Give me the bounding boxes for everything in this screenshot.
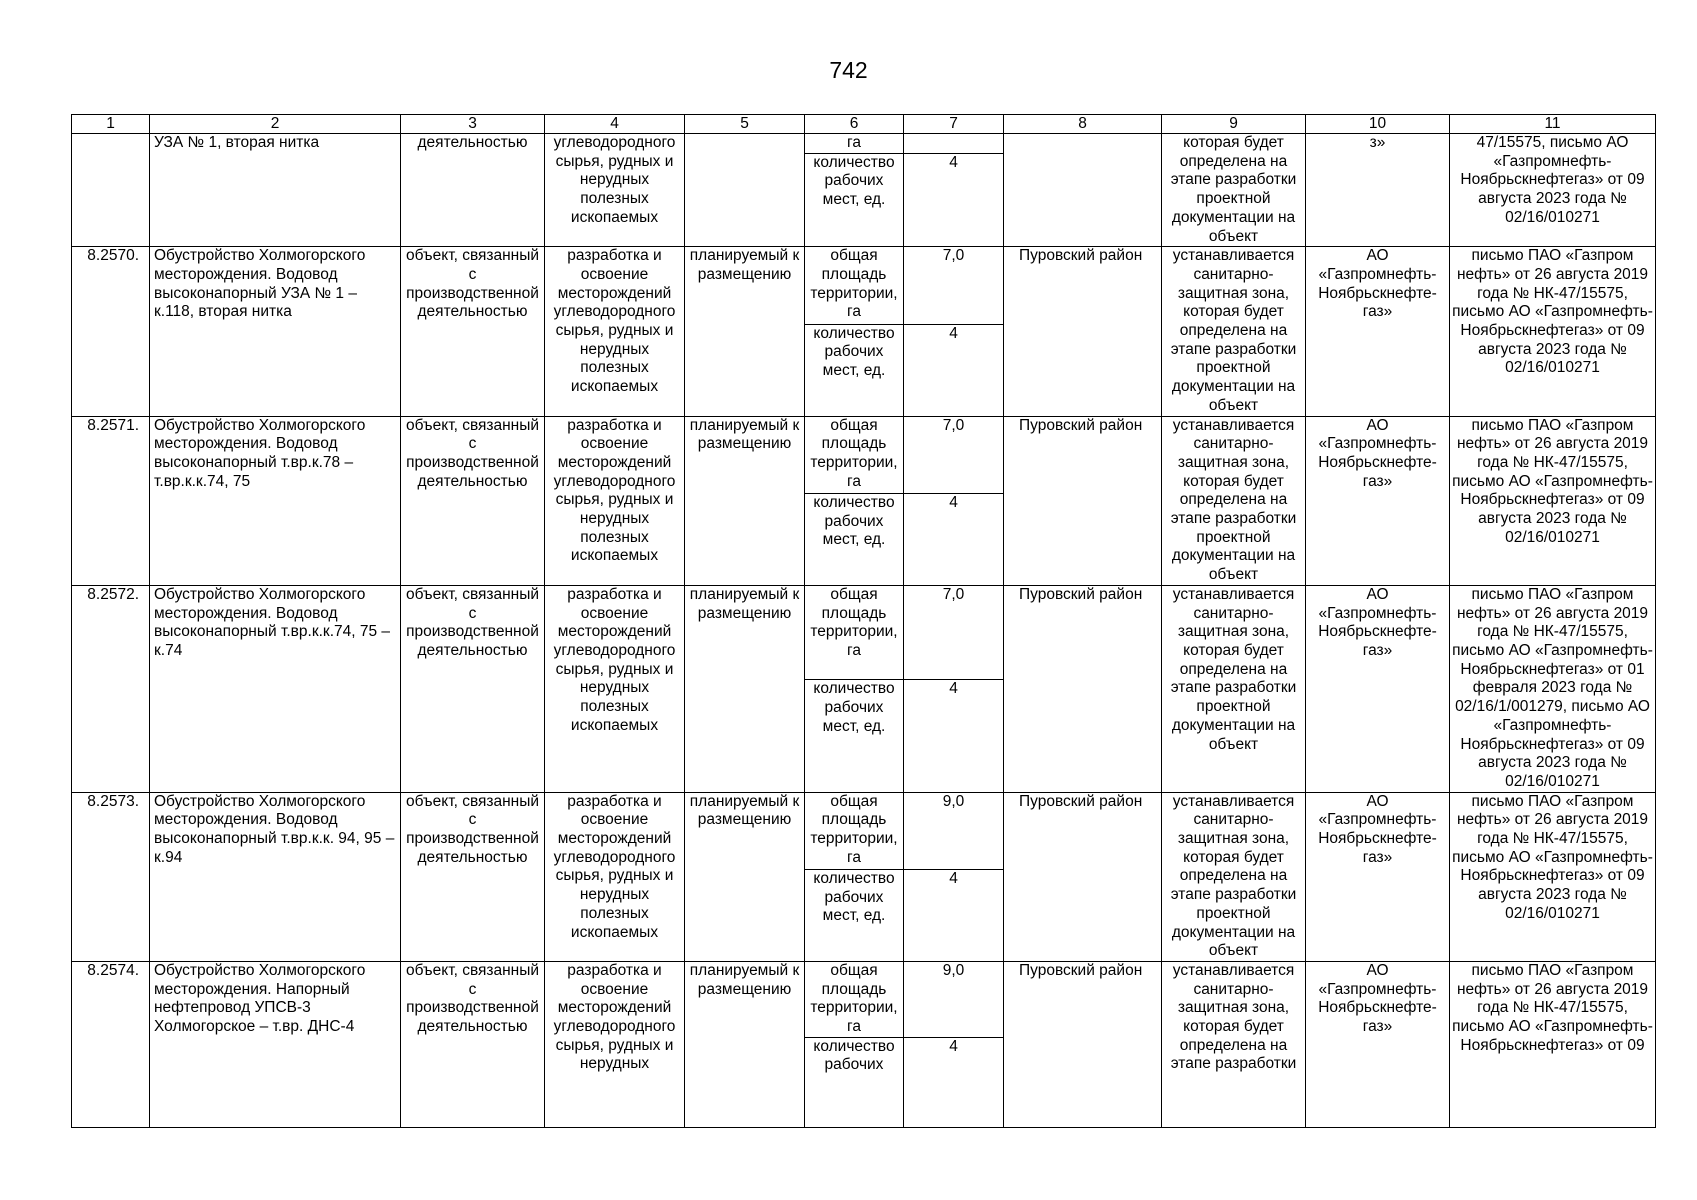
- header-cell: 8: [1004, 115, 1162, 134]
- header-cell: 10: [1306, 115, 1450, 134]
- cell-activity: разработка и освоение месторождений углеводородного сырья, рудных и нерудных: [545, 961, 685, 1127]
- cell-status: планируемый к размещению: [685, 792, 805, 961]
- cell-number: 8.2573.: [72, 792, 150, 961]
- cell-location: Пуровский район: [1004, 961, 1162, 1127]
- cell-zone: устанавливается санитарно-защитная зона, которая будет определена на этапе разработки проектной документации на объект: [1162, 247, 1306, 416]
- cell-param2-name: количество рабочих мест, ед.: [805, 153, 904, 247]
- header-cell: 9: [1162, 115, 1306, 134]
- cell-source: письмо ПАО «Газпром нефть» от 26 августа 2019 года № НК-47/15575, письмо АО «Газпромнефть-Ноябрьскнефтегаз» от 09 августа 2023 года № 02/16/010271: [1450, 792, 1656, 961]
- cell-number: 8.2570.: [72, 247, 150, 416]
- header-cell: 1: [72, 115, 150, 134]
- cell-number: [72, 134, 150, 247]
- cell-object-name: Обустройство Холмогорского месторождения. Водовод высоконапорный т.вр.к.к.74, 75 – к.74: [150, 585, 401, 792]
- cell-param2-name: количество рабочих мест, ед.: [805, 680, 904, 792]
- cell-param1-name: общая площадь территории, га: [805, 247, 904, 324]
- cell-activity: разработка и освоение месторождений углеводородного сырья, рудных и нерудных полезных ископаемых: [545, 247, 685, 416]
- header-cell: 3: [401, 115, 545, 134]
- cell-zone: устанавливается санитарно-защитная зона, которая будет определена на этапе разработки проектной документации на объект: [1162, 792, 1306, 961]
- header-row: [72, 115, 1656, 134]
- header-cell: 11: [1450, 115, 1656, 134]
- cell-number: 8.2572.: [72, 585, 150, 792]
- cell-param2-name: количество рабочих мест, ед.: [805, 870, 904, 962]
- cell-param2-value: 4: [904, 870, 1004, 962]
- cell-owner: АО «Газпромнефть-Ноябрьскнефте-газ»: [1306, 792, 1450, 961]
- cell-status: планируемый к размещению: [685, 961, 805, 1127]
- cell-status: [685, 134, 805, 247]
- cell-param1-value: 9,0: [904, 961, 1004, 1037]
- header-cell: 4: [545, 115, 685, 134]
- cell-owner: АО «Газпромнефть-Ноябрьскнефте-газ»: [1306, 247, 1450, 416]
- table-row: [72, 585, 1656, 680]
- cell-status: планируемый к размещению: [685, 585, 805, 792]
- cell-number: 8.2571.: [72, 416, 150, 585]
- cell-param2-name: количество рабочих: [805, 1037, 904, 1127]
- cell-location: Пуровский район: [1004, 792, 1162, 961]
- cell-source: письмо ПАО «Газпром нефть» от 26 августа 2019 года № НК-47/15575, письмо АО «Газпромнефть-Ноябрьскнефтегаз» от 09 августа 2023 года № 02/16/010271: [1450, 247, 1656, 416]
- table-row: [72, 416, 1656, 493]
- cell-param2-name: количество рабочих мест, ед.: [805, 493, 904, 585]
- cell-zone: которая будет определена на этапе разработки проектной документации на объект: [1162, 134, 1306, 247]
- table-row-continuation: [72, 134, 1656, 154]
- cell-activity: углеводородного сырья, рудных и нерудных полезных ископаемых: [545, 134, 685, 247]
- cell-param1-name: общая площадь территории, га: [805, 416, 904, 493]
- table-row: [72, 247, 1656, 324]
- table-records: [72, 247, 1656, 1128]
- cell-param2-name: количество рабочих мест, ед.: [805, 324, 904, 416]
- header-cell: 2: [150, 115, 401, 134]
- cell-param1-value: 7,0: [904, 416, 1004, 493]
- cell-param2-value: 4: [904, 493, 1004, 585]
- cell-param2-value: 4: [904, 324, 1004, 416]
- table-row: [72, 961, 1656, 1037]
- cell-source: 47/15575, письмо АО «Газпромнефть-Ноябрьскнефтегаз» от 09 августа 2023 года № 02/16/010271: [1450, 134, 1656, 247]
- cell-zone: устанавливается санитарно-защитная зона, которая будет определена на этапе разработки: [1162, 961, 1306, 1127]
- cell-param1-name: общая площадь территории, га: [805, 585, 904, 680]
- cell-object-link: объект, связанный с производственной деятельностью: [401, 792, 545, 961]
- cell-owner: АО «Газпромнефть-Ноябрьскнефте-газ»: [1306, 416, 1450, 585]
- cell-object-link: объект, связанный с производственной деятельностью: [401, 416, 545, 585]
- cell-param2-value: 4: [904, 1037, 1004, 1127]
- cell-param1-name: га: [805, 134, 904, 154]
- cell-owner: АО «Газпромнефть-Ноябрьскнефте-газ»: [1306, 961, 1450, 1127]
- cell-activity: разработка и освоение месторождений углеводородного сырья, рудных и нерудных полезных ископаемых: [545, 416, 685, 585]
- cell-source: письмо ПАО «Газпром нефть» от 26 августа 2019 года № НК-47/15575, письмо АО «Газпромнефть-Ноябрьскнефтегаз» от 09: [1450, 961, 1656, 1127]
- header-cell: 7: [904, 115, 1004, 134]
- cell-object-name: Обустройство Холмогорского месторождения. Водовод высоконапорный УЗА № 1 – к.118, вторая нитка: [150, 247, 401, 416]
- cell-location: Пуровский район: [1004, 585, 1162, 792]
- cell-zone: устанавливается санитарно-защитная зона, которая будет определена на этапе разработки проектной документации на объект: [1162, 585, 1306, 792]
- cell-object-link: объект, связанный с производственной деятельностью: [401, 961, 545, 1127]
- cell-location: [1004, 134, 1162, 247]
- cell-source: письмо ПАО «Газпром нефть» от 26 августа 2019 года № НК-47/15575, письмо АО «Газпромнефть-Ноябрьскнефтегаз» от 09 августа 2023 года № 02/16/010271: [1450, 416, 1656, 585]
- cell-source: письмо ПАО «Газпром нефть» от 26 августа 2019 года № НК-47/15575, письмо АО «Газпромнефть-Ноябрьскнефтегаз» от 01 февраля 2023 года № 02/16/1/001279, письмо АО «Газпромнефть-Ноябрьскнефтегаз» от 09 августа 2023 года № 02/16/010271: [1450, 585, 1656, 792]
- header-cell: 6: [805, 115, 904, 134]
- cell-param2-value: 4: [904, 680, 1004, 792]
- cell-object-link: объект, связанный с производственной деятельностью: [401, 585, 545, 792]
- cell-activity: разработка и освоение месторождений углеводородного сырья, рудных и нерудных полезных ископаемых: [545, 585, 685, 792]
- cell-object-name: Обустройство Холмогорского месторождения. Водовод высоконапорный т.вр.к.78 – т.вр.к.к.74, 75: [150, 416, 401, 585]
- page-number: 742: [829, 57, 868, 83]
- cell-param1-value: 7,0: [904, 585, 1004, 680]
- cell-location: Пуровский район: [1004, 247, 1162, 416]
- cell-object-name: Обустройство Холмогорского месторождения. Водовод высоконапорный т.вр.к.к. 94, 95 – к.94: [150, 792, 401, 961]
- cell-activity: разработка и освоение месторождений углеводородного сырья, рудных и нерудных полезных ископаемых: [545, 792, 685, 961]
- cell-number: 8.2574.: [72, 961, 150, 1127]
- cell-owner: з»: [1306, 134, 1450, 247]
- cell-param2-value: 4: [904, 153, 1004, 247]
- cell-object-name: УЗА № 1, вторая нитка: [150, 134, 401, 247]
- cell-zone: устанавливается санитарно-защитная зона, которая будет определена на этапе разработки проектной документации на объект: [1162, 416, 1306, 585]
- table-row: [72, 792, 1656, 869]
- register-table: [71, 114, 1656, 1128]
- cell-owner: АО «Газпромнефть-Ноябрьскнефте-газ»: [1306, 585, 1450, 792]
- cell-object-link: объект, связанный с производственной деятельностью: [401, 247, 545, 416]
- cell-param1-value: 7,0: [904, 247, 1004, 324]
- cell-object-link: деятельностью: [401, 134, 545, 247]
- cell-status: планируемый к размещению: [685, 416, 805, 585]
- cell-param1-value: 9,0: [904, 792, 1004, 869]
- header-cell: 5: [685, 115, 805, 134]
- table-header: [72, 115, 1656, 134]
- cell-object-name: Обустройство Холмогорского месторождения. Напорный нефтепровод УПСВ-3 Холмогорское – т.вр. ДНС-4: [150, 961, 401, 1127]
- cell-location: Пуровский район: [1004, 416, 1162, 585]
- cell-param1-value: [904, 134, 1004, 154]
- cell-param1-name: общая площадь территории, га: [805, 792, 904, 869]
- cell-status: планируемый к размещению: [685, 247, 805, 416]
- cell-param1-name: общая площадь территории, га: [805, 961, 904, 1037]
